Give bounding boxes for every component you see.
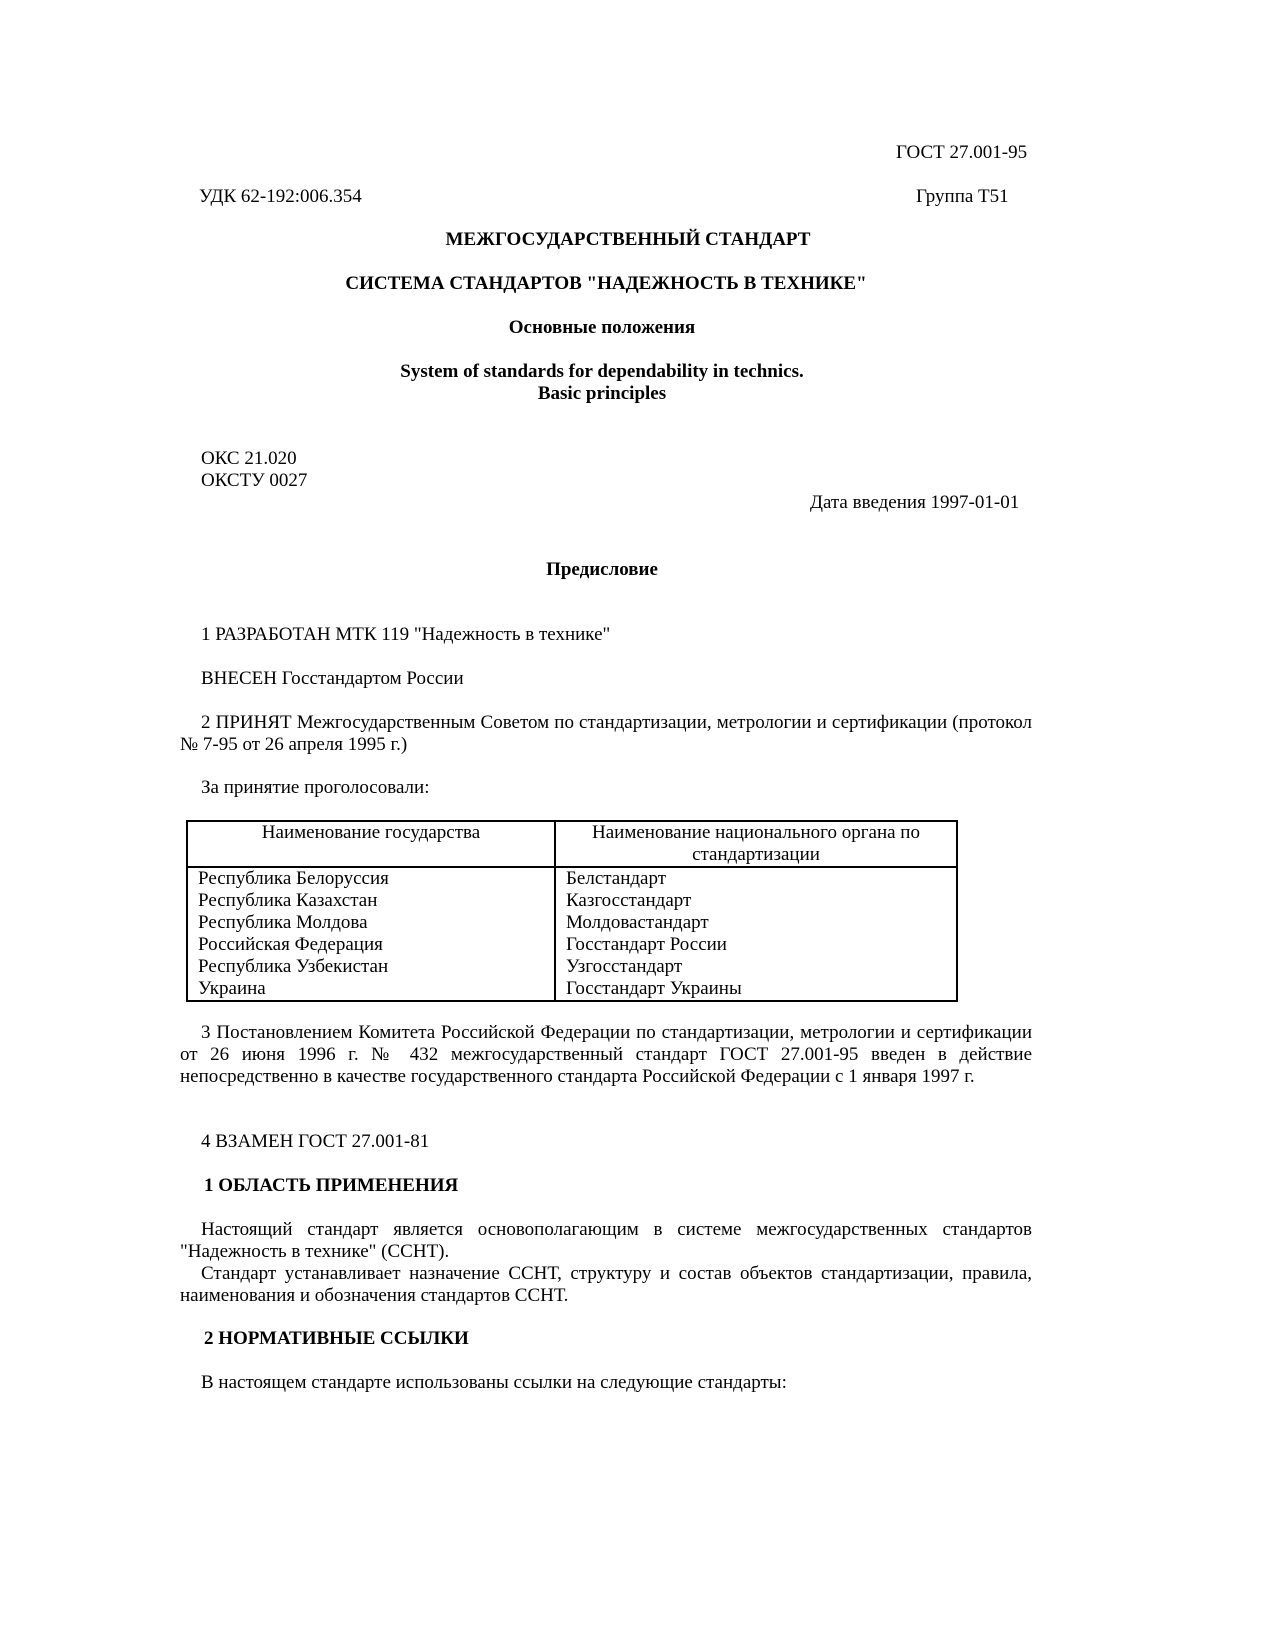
body-name: Госстандарт Украины [566,978,742,999]
state-name: Российская Федерация [198,934,383,955]
body-name: Молдовастандарт [566,912,709,933]
preface-p6: 4 ВЗАМЕН ГОСТ 27.001-81 [201,1131,430,1152]
oks-code: ОКС 21.020 [201,448,297,469]
table-header-state: Наименование государства [187,821,555,867]
table-header-body: Наименование национального органа по стандартизации [555,821,957,867]
state-name: Республика Молдова [198,912,368,933]
section1-p1: Настоящий стандарт является основополагающим в системе межгосударственных стандартов "Надежность в технике" (ССНТ). [180,1219,1032,1262]
section2-p1: В настоящем стандарте использованы ссылки на следующие стандарты: [201,1372,787,1393]
state-name: Республика Казахстан [198,890,378,911]
section2-heading: 2 НОРМАТИВНЫЕ ССЫЛКИ [204,1328,469,1349]
title-system: СИСТЕМА СТАНДАРТОВ "НАДЕЖНОСТЬ В ТЕХНИКЕ" [345,273,867,294]
body-name: Белстандарт [566,868,667,889]
section1-p2: Стандарт устанавливает назначение ССНТ, структуру и состав объектов стандартизации, правила, наименования и обозначения стандартов ССНТ. [180,1263,1032,1306]
preface-p4: За принятие проголосовали: [201,777,430,798]
preface-p5: 3 Постановлением Комитета Российской Федерации по стандартизации, метрологии и сертификации от 26 июня 1996 г. № 432 межгосударственный стандарт ГОСТ 27.001-95 введен в действие непосредственно в качестве государственного стандарта Российской Федерации с 1 января 1997 г. [180,1022,1032,1087]
intro-date: Дата введения 1997-01-01 [810,492,1020,513]
state-name: Республика Узбекистан [198,956,389,977]
preface-p2: ВНЕСЕН Госстандартом России [201,668,464,689]
voting-table [186,820,958,1002]
udk-code: УДК 62-192:006.354 [199,186,362,207]
state-name: Украина [198,978,266,999]
preface-p1: 1 РАЗРАБОТАН МТК 119 "Надежность в технике" [201,624,611,645]
gost-number: ГОСТ 27.001-95 [896,142,1028,163]
table-row [187,867,957,1001]
subtitle: Основные положения [508,317,696,338]
body-name: Госстандарт России [566,934,727,955]
body-name: Казгосстандарт [566,890,692,911]
title-interstate: МЕЖГОСУДАРСТВЕННЫЙ СТАНДАРТ [445,229,811,250]
group-code: Группа Т51 [916,186,1009,207]
english-subtitle: Basic principles [537,383,667,404]
english-title: System of standards for dependability in technics. [400,361,804,382]
okstu-code: ОКСТУ 0027 [201,470,308,491]
table-cell-state [187,867,555,1001]
section1-heading: 1 ОБЛАСТЬ ПРИМЕНЕНИЯ [204,1175,459,1196]
table-cell-body [555,867,957,1001]
preface-heading: Предисловие [546,559,658,580]
body-name: Узгосстандарт [566,956,683,977]
preface-p3: 2 ПРИНЯТ Межгосударственным Советом по стандартизации, метрологии и сертификации (протокол № 7-95 от 26 апреля 1995 г.) [180,712,1032,755]
table-header-row [187,821,957,867]
state-name: Республика Белоруссия [198,868,389,889]
